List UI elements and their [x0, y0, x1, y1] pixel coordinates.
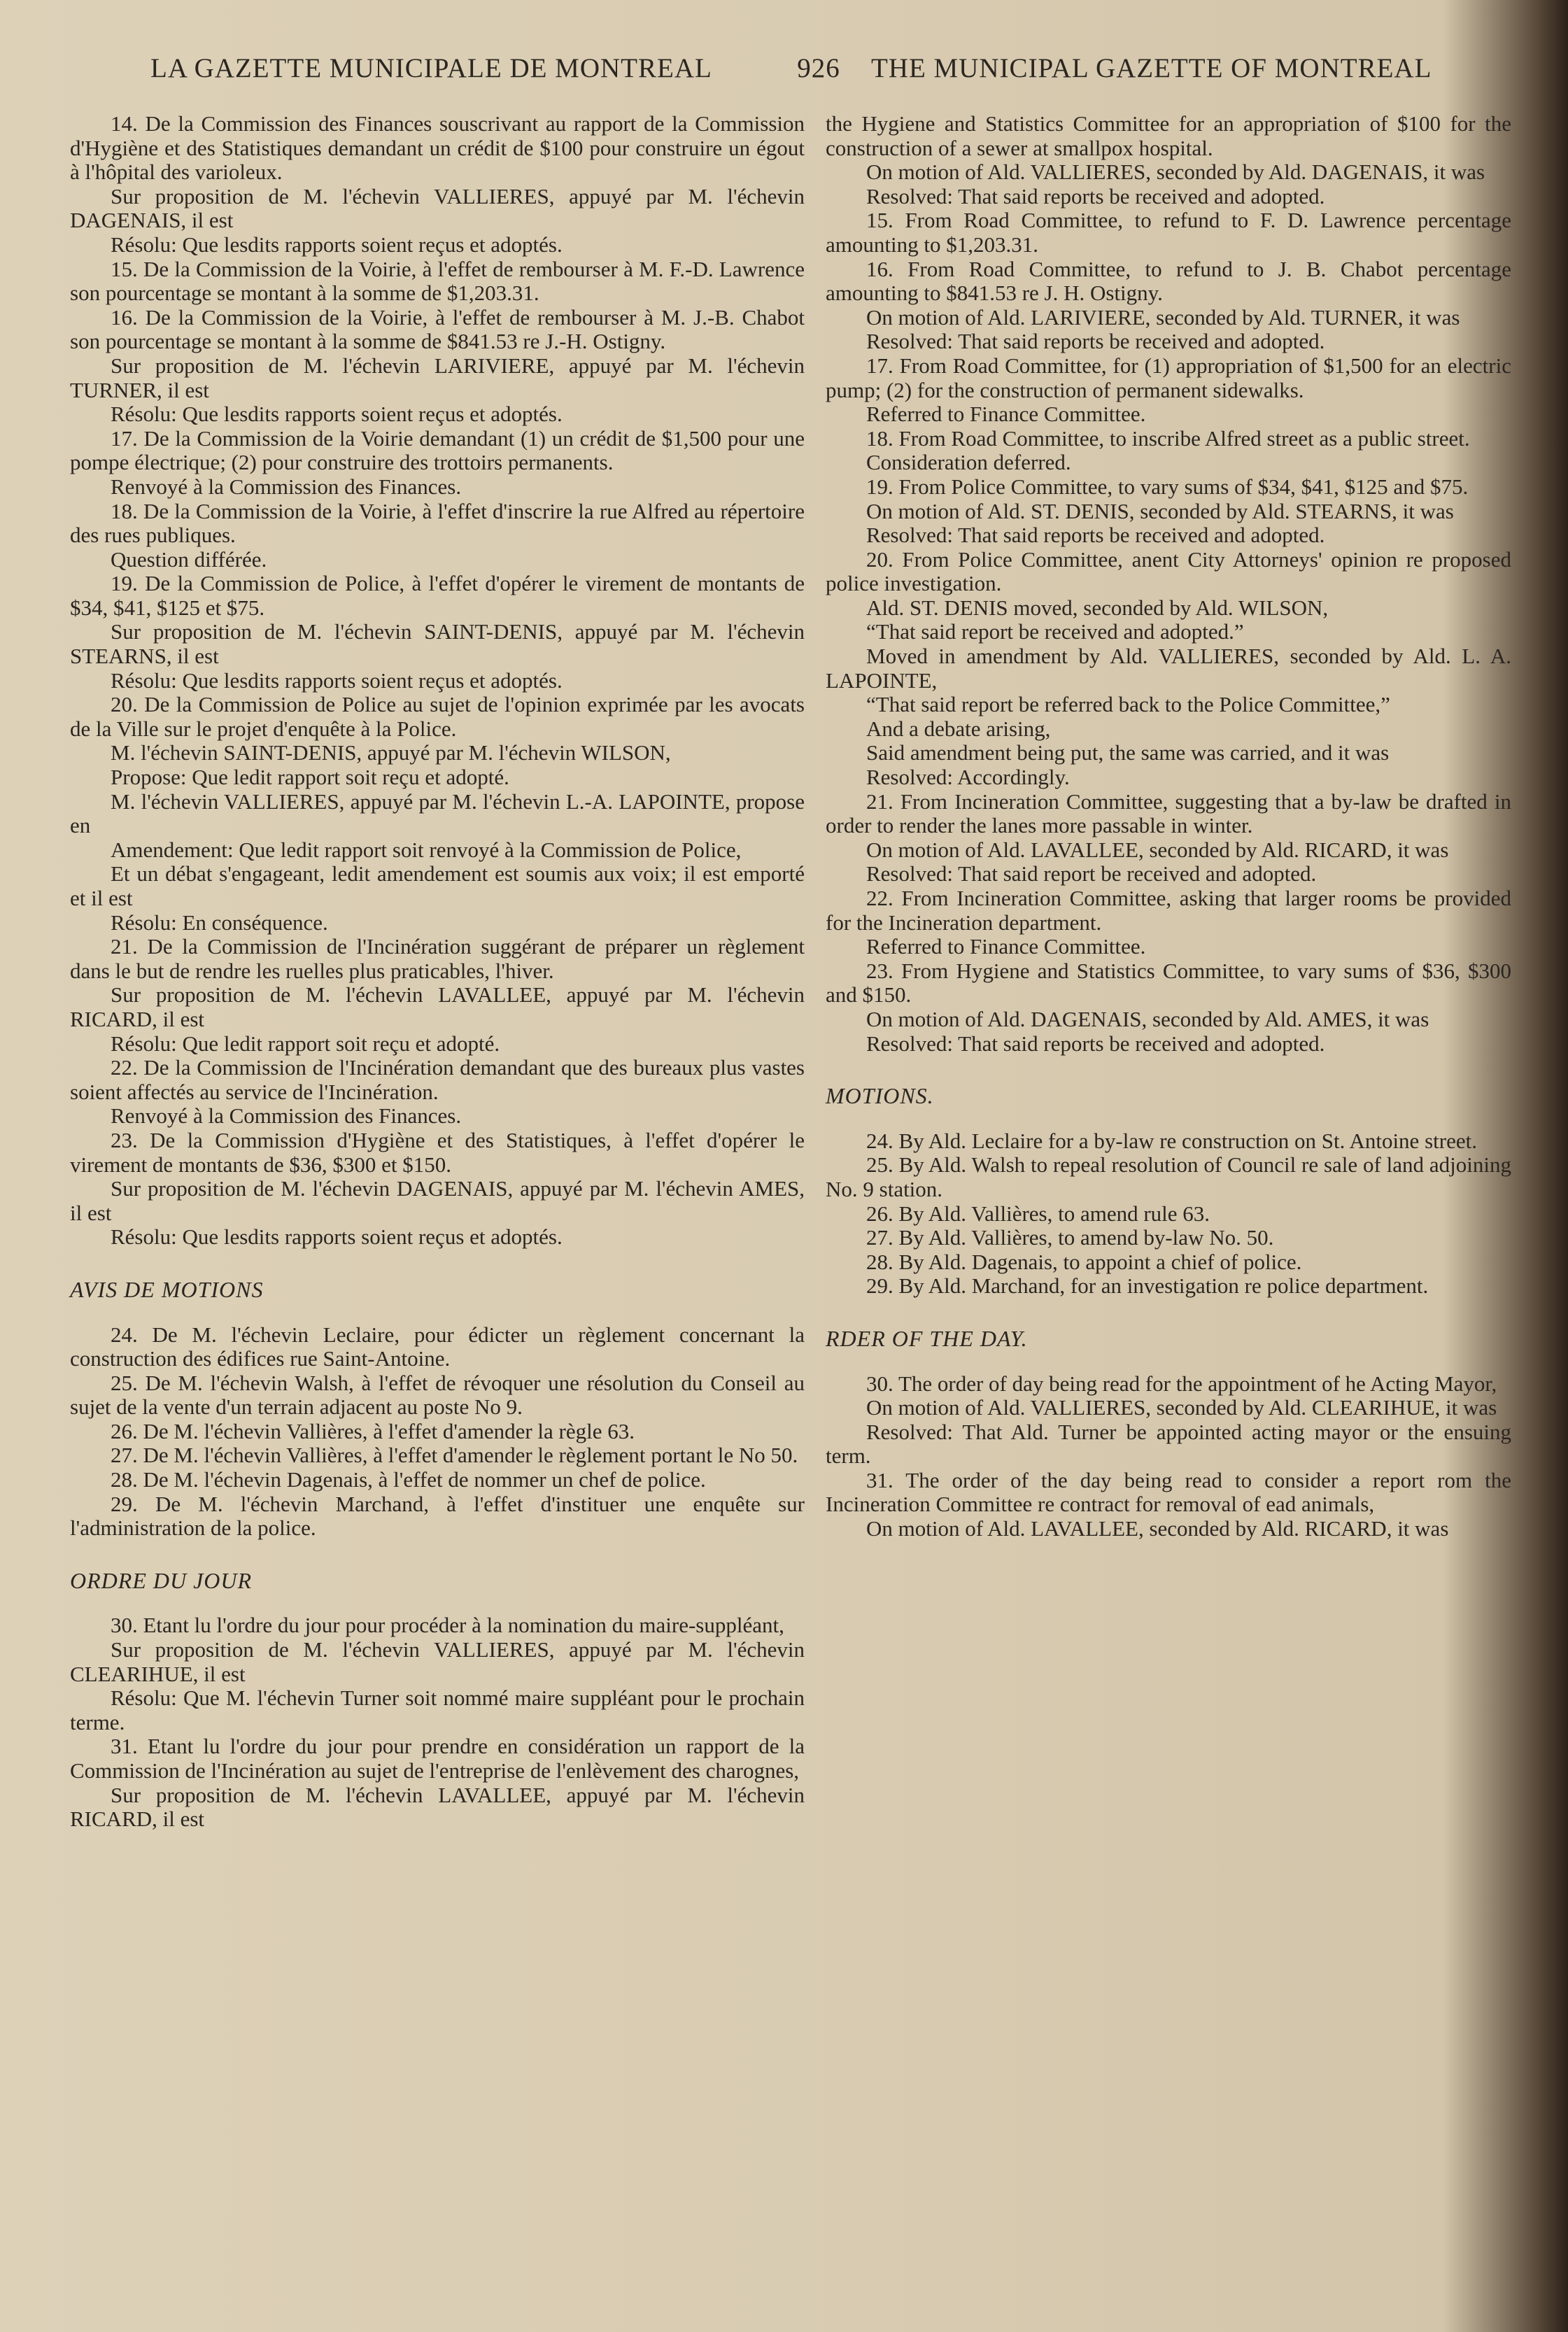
fr-paragraph: 23. De la Commission d'Hygiène et des Statistiques, à l'effet d'opérer le virement de montants de $36, $300 et $150.	[70, 1127, 805, 1177]
fr-paragraph: Renvoyé à la Commission des Finances.	[111, 474, 462, 499]
en-paragraph: Consideration deferred.	[866, 450, 1071, 475]
en-paragraph: 20. From Police Committee, anent City Attorneys' opinion re proposed police investigation.	[826, 546, 1511, 596]
english-column	[826, 112, 1511, 1541]
fr-paragraph: Sur proposition de M. l'échevin VALLIERES, appuyé par M. l'échevin DAGENAIS, il est	[70, 183, 805, 233]
en-paragraph: Resolved: That said report be received and adopted.	[866, 861, 1317, 886]
fr-paragraph: 15. De la Commission de la Voirie, à l'effet de rembourser à M. F.-D. Lawrence son pourcentage se montant à la somme de $1,203.31.	[70, 256, 805, 306]
fr-paragraph: Propose: Que ledit rapport soit reçu et adopté.	[111, 765, 509, 790]
fr-paragraph: Résolu: Que lesdits rapports soient reçus et adoptés.	[111, 402, 563, 427]
fr-paragraph: 26. De M. l'échevin Vallières, à l'effet d'amender la règle 63.	[111, 1418, 635, 1443]
fr-paragraph: Sur proposition de M. l'échevin LAVALLEE, appuyé par M. l'échevin RICARD, il est	[70, 982, 805, 1031]
en-paragraph: On motion of Ald. LARIVIERE, seconded by Ald. TURNER, it was	[866, 304, 1460, 330]
fr-paragraph: 25. De M. l'échevin Walsh, à l'effet de révoquer une résolution du Conseil au sujet de la vente d'un terrain adjacent au poste No 9.	[70, 1370, 805, 1420]
fr-paragraph: 22. De la Commission de l'Incinération demandant que des bureaux plus vastes soient affectés au service de l'Incinération.	[70, 1055, 805, 1104]
en-paragraph: 28. By Ald. Dagenais, to appoint a chief of police.	[866, 1249, 1302, 1274]
en-paragraph: Resolved: That Ald. Turner be appointed acting mayor or the ensuing term.	[826, 1419, 1511, 1469]
en-paragraph: “That said report be referred back to the Police Committee,”	[866, 692, 1390, 717]
fr-paragraph: 17. De la Commission de la Voirie demandant (1) un crédit de $1,500 pour une pompe électrique; (2) pour construire des trottoirs permanents.	[70, 425, 805, 475]
en-paragraph: 15. From Road Committee, to refund to F. D. Lawrence percentage amounting to $1,203.31.	[826, 208, 1511, 257]
en-paragraph: 27. By Ald. Vallières, to amend by-law No. 50.	[866, 1225, 1274, 1250]
en-paragraph: 25. By Ald. Walsh to repeal resolution of Council re sale of land adjoining No. 9 station.	[826, 1152, 1511, 1201]
page-header	[150, 52, 1515, 84]
en-paragraph: Referred to Finance Committee.	[866, 934, 1146, 959]
fr-paragraph: 19. De la Commission de Police, à l'effet d'opérer le virement de montants de $34, $41, $125 et $75.	[70, 571, 805, 620]
fr-paragraph: 27. De M. l'échevin Vallières, à l'effet d'amender le règlement portant le No 50.	[111, 1443, 798, 1468]
fr-paragraph: M. l'échevin VALLIERES, appuyé par M. l'échevin L.-A. LAPOINTE, propose en	[70, 789, 805, 838]
page-number: 926	[797, 53, 840, 83]
fr-paragraph: 24. De M. l'échevin Leclaire, pour édicter un règlement concernant la construction des édifices rue Saint-Antoine.	[70, 1322, 805, 1371]
en-paragraph: Moved in amendment by Ald. VALLIERES, seconded by Ald. L. A. LAPOINTE,	[826, 644, 1511, 693]
header-title-fr: LA GAZETTE MUNICIPALE DE MONTREAL	[150, 53, 712, 83]
fr-paragraph: Résolu: En conséquence.	[111, 910, 328, 935]
fr-paragraph: Résolu: Que lesdits rapports soient reçus et adoptés.	[111, 232, 563, 257]
fr-paragraph: Sur proposition de M. l'échevin SAINT-DENIS, appuyé par M. l'échevin STEARNS, il est	[70, 619, 805, 669]
en-paragraph: 18. From Road Committee, to inscribe Alfred street as a public street.	[866, 425, 1470, 451]
en-paragraph: On motion of Ald. LAVALLEE, seconded by Ald. RICARD, it was	[866, 837, 1449, 862]
fr-paragraph: Résolu: Que lesdits rapports soient reçus et adoptés.	[111, 1224, 563, 1250]
en-paragraph: And a debate arising,	[866, 716, 1051, 741]
en-paragraph: On motion of Ald. VALLIERES, seconded by Ald. CLEARIHUE, it was	[866, 1395, 1497, 1420]
fr-section-heading: ORDRE DU JOUR	[70, 1567, 253, 1593]
fr-paragraph: Résolu: Que ledit rapport soit reçu et adopté.	[111, 1031, 500, 1056]
en-paragraph: Referred to Finance Committee.	[866, 402, 1146, 427]
fr-paragraph: Amendement: Que ledit rapport soit renvoyé à la Commission de Police,	[111, 837, 742, 862]
fr-paragraph: Question différée.	[111, 546, 267, 572]
fr-section-heading: AVIS DE MOTIONS	[70, 1276, 264, 1302]
fr-paragraph: 18. De la Commission de la Voirie, à l'effet d'inscrire la rue Alfred au répertoire des rues publiques.	[70, 498, 805, 548]
fr-paragraph: 20. De la Commission de Police au sujet de l'opinion exprimée par les avocats de la Ville sur le projet d'enquête à la Police.	[70, 692, 805, 741]
french-column	[70, 112, 805, 1832]
en-paragraph: On motion of Ald. DAGENAIS, seconded by Ald. AMES, it was	[866, 1006, 1429, 1031]
en-paragraph: Resolved: That said reports be received and adopted.	[866, 329, 1325, 354]
fr-paragraph: Résolu: Que M. l'échevin Turner soit nommé maire suppléant pour le prochain terme.	[70, 1686, 805, 1734]
en-paragraph: 26. By Ald. Vallières, to amend rule 63.	[866, 1201, 1210, 1226]
en-paragraph: 30. The order of day being read for the appointment of he Acting Mayor,	[866, 1371, 1497, 1396]
en-paragraph: Ald. ST. DENIS moved, seconded by Ald. WILSON,	[866, 595, 1329, 620]
fr-paragraph: Sur proposition de M. l'échevin VALLIERES, appuyé par M. l'échevin CLEARIHUE, il est	[70, 1637, 805, 1686]
en-paragraph: “That said report be received and adopted.”	[866, 619, 1244, 644]
fr-paragraph: 16. De la Commission de la Voirie, à l'effet de rembourser à M. J.-B. Chabot son pourcentage se montant à la somme de $841.53 re J.-H. Ostigny.	[70, 304, 805, 354]
en-paragraph: 22. From Incineration Committee, asking that larger rooms be provided for the Incineration department.	[826, 886, 1511, 935]
en-section-heading: RDER OF THE DAY.	[826, 1325, 1028, 1351]
fr-paragraph: Sur proposition de M. l'échevin DAGENAIS, appuyé par M. l'échevin AMES, il est	[70, 1176, 805, 1225]
en-paragraph: 24. By Ald. Leclaire for a by-law re construction on St. Antoine street.	[866, 1128, 1477, 1153]
en-paragraph: Resolved: Accordingly.	[866, 765, 1070, 790]
fr-paragraph: Sur proposition de M. l'échevin LARIVIERE, appuyé par M. l'échevin TURNER, il est	[70, 353, 805, 402]
fr-paragraph: Résolu: Que lesdits rapports soient reçus et adoptés.	[111, 667, 563, 693]
en-paragraph: On motion of Ald. ST. DENIS, seconded by Ald. STEARNS, it was	[866, 498, 1454, 523]
en-paragraph: Said amendment being put, the same was carried, and it was	[866, 740, 1390, 765]
fr-paragraph: 21. De la Commission de l'Incinération suggérant de préparer un règlement dans le but de rendre les ruelles plus praticables, l'hiver.	[70, 934, 805, 983]
en-paragraph: 31. The order of the day being read to consider a report rom the Incineration Committee re contract for removal of ead animals,	[826, 1467, 1511, 1517]
en-paragraph: the Hygiene and Statistics Committee for an appropriation of $100 for the construction of a sewer at smallpox hospital.	[826, 111, 1511, 160]
header-title-en: THE MUNICIPAL GAZETTE OF MONTREAL	[871, 53, 1432, 83]
en-paragraph: Resolved: That said reports be received and adopted.	[866, 183, 1325, 209]
en-paragraph: On motion of Ald. LAVALLEE, seconded by Ald. RICARD, it was	[866, 1516, 1449, 1541]
fr-paragraph: 28. De M. l'échevin Dagenais, à l'effet de nommer un chef de police.	[111, 1467, 706, 1492]
fr-paragraph: 30. Etant lu l'ordre du jour pour procéder à la nomination du maire-suppléant,	[111, 1613, 784, 1638]
fr-paragraph: 29. De M. l'échevin Marchand, à l'effet d'instituer une enquête sur l'administration de la police.	[70, 1491, 805, 1541]
en-paragraph: 19. From Police Committee, to vary sums of $34, $41, $125 and $75.	[866, 474, 1469, 499]
fr-paragraph: Sur proposition de M. l'échevin LAVALLEE, appuyé par M. l'échevin RICARD, il est	[70, 1782, 805, 1832]
en-paragraph: 17. From Road Committee, for (1) appropriation of $1,500 for an electric pump; (2) for the construction of permanent sidewalks.	[826, 353, 1511, 402]
fr-paragraph: M. l'échevin SAINT-DENIS, appuyé par M. l'échevin WILSON,	[111, 740, 671, 765]
en-paragraph: Resolved: That said reports be received and adopted.	[866, 1031, 1325, 1056]
fr-paragraph: 31. Etant lu l'ordre du jour pour prendre en considération un rapport de la Commission de l'Incinération au sujet de l'entreprise de l'enlèvement des charognes,	[70, 1734, 805, 1783]
en-paragraph: 23. From Hygiene and Statistics Committee, to vary sums of $36, $300 and $150.	[826, 958, 1511, 1008]
en-paragraph: On motion of Ald. VALLIERES, seconded by Ald. DAGENAIS, it was	[866, 160, 1485, 185]
en-paragraph: Resolved: That said reports be received and adopted.	[866, 523, 1325, 548]
fr-paragraph: Renvoyé à la Commission des Finances.	[111, 1103, 462, 1129]
fr-paragraph: 14. De la Commission des Finances souscrivant au rapport de la Commission d'Hygiène et des Statistiques demandant un crédit de $100 pour construire un égout à l'hôpital des varioleux.	[70, 111, 805, 185]
en-paragraph: 21. From Incineration Committee, suggesting that a by-law be drafted in order to render the lanes more passable in winter.	[826, 789, 1511, 838]
en-paragraph: 29. By Ald. Marchand, for an investigation re police department.	[866, 1273, 1429, 1299]
fr-paragraph: Et un débat s'engageant, ledit amendement est soumis aux voix; il est emporté et il est	[70, 861, 805, 910]
en-section-heading: MOTIONS.	[826, 1083, 934, 1109]
en-paragraph: 16. From Road Committee, to refund to J. B. Chabot percentage amounting to $841.53 re J. H. Ostigny.	[826, 256, 1511, 306]
